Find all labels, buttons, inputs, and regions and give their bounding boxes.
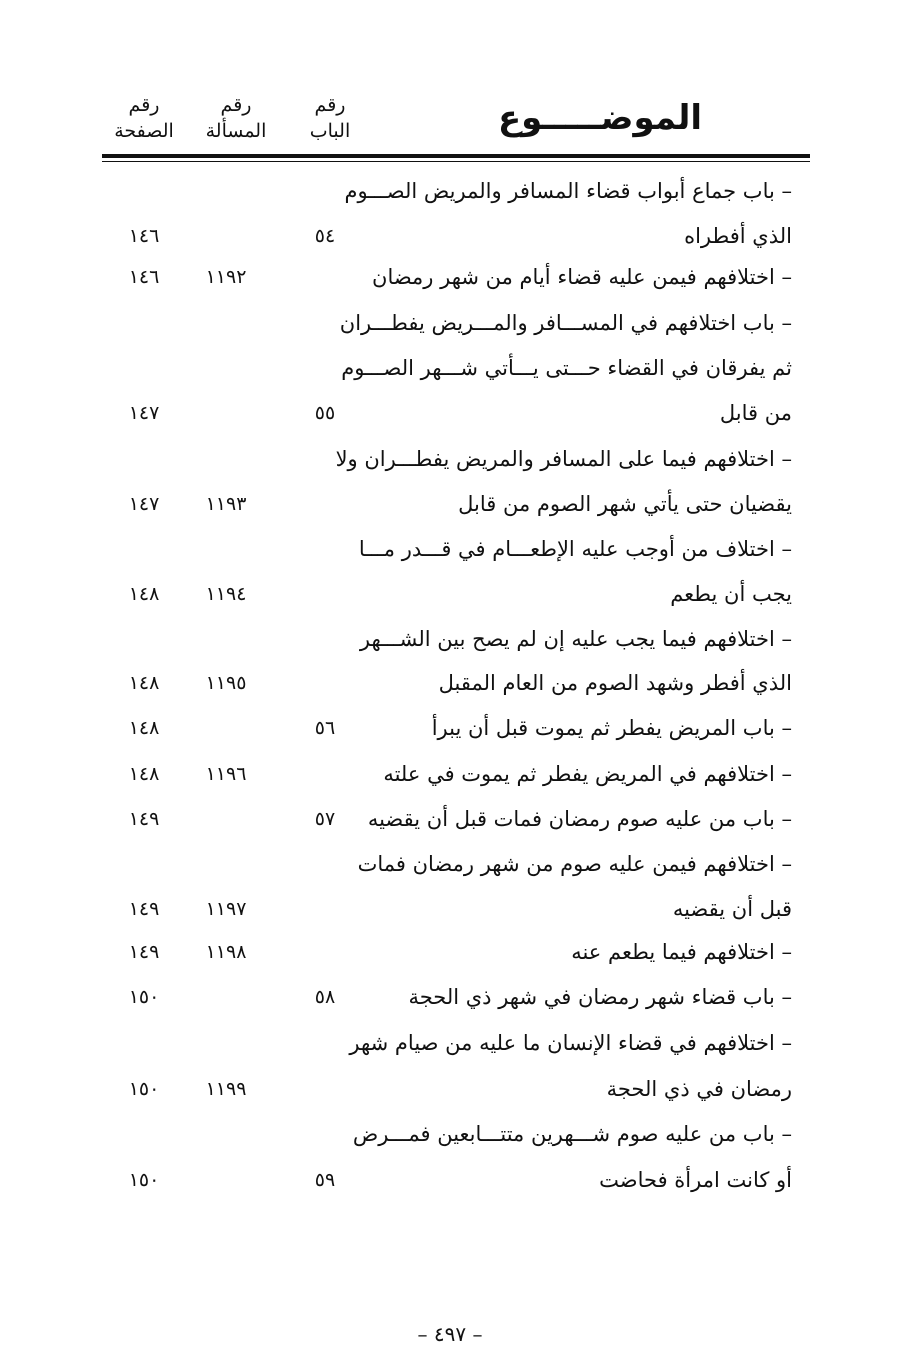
table-row	[0, 1068, 900, 1114]
row-topic: – باب من عليه صوم رمضان فمات قبل أن يقضيه	[367, 807, 792, 831]
table-row	[0, 1159, 900, 1205]
row-topic: يقضيان حتى يأتي شهر الصوم من قابل	[458, 492, 792, 516]
row-topic: رمضان في ذي الحجة	[606, 1077, 792, 1101]
row-topic: – اختلافهم فيما يجب عليه إن لم يصح بين الشـــهر	[359, 627, 792, 651]
row-topic: – باب قضاء شهر رمضان في شهر ذي الحجة	[408, 985, 792, 1009]
table-row	[0, 528, 900, 574]
page-title: الموضـــــوع	[497, 98, 702, 138]
header-col-bab-line2: الباب	[309, 120, 351, 142]
table-row	[0, 843, 900, 889]
row-topic: أو كانت امرأة فحاضت	[599, 1168, 792, 1192]
table-row	[0, 753, 900, 799]
table-row	[0, 483, 900, 529]
row-page-number: ١٤٦	[128, 225, 160, 247]
table-row	[0, 1022, 900, 1068]
row-masala-number: ١١٩٨	[205, 941, 247, 963]
row-page-number: ١٥٠	[128, 1169, 160, 1191]
header-col-bab-line1: رقم	[314, 94, 346, 116]
row-topic: – اختلافهم في قضاء الإنسان ما عليه من صيام شهر	[349, 1031, 792, 1055]
row-page-number: ١٤٩	[128, 941, 160, 963]
row-masala-number: ١١٩٦	[205, 763, 247, 785]
table-row	[0, 302, 900, 348]
row-page-number: ١٤٨	[128, 763, 160, 785]
table-row	[0, 438, 900, 484]
row-page-number: ١٥٠	[128, 1078, 160, 1100]
table-row	[0, 931, 900, 977]
row-topic: – اختلافهم فيما يطعم عنه	[571, 940, 792, 964]
header-rule-thick	[102, 154, 810, 158]
row-topic: الذي أفطراه	[684, 224, 792, 248]
row-page-number: ١٥٠	[128, 986, 160, 1008]
row-masala-number: ١١٩٧	[205, 898, 247, 920]
page-number-footer: – ٤٩٧ –	[417, 1322, 483, 1346]
table-row	[0, 888, 900, 934]
row-masala-number: ١١٩٣	[205, 493, 247, 515]
table-row	[0, 707, 900, 753]
row-bab-number: ٥٥	[314, 402, 336, 424]
table-row	[0, 256, 900, 302]
table-row	[0, 798, 900, 844]
row-page-number: ١٤٨	[128, 717, 160, 739]
row-bab-number: ٥٨	[314, 986, 336, 1008]
row-masala-number: ١١٩٤	[205, 583, 247, 605]
row-masala-number: ١١٩٥	[205, 672, 247, 694]
row-topic: ثم يفرقان في القضاء حـــتى يـــأتي شـــهر الصـــوم	[341, 356, 792, 380]
row-page-number: ١٤٦	[128, 266, 160, 288]
table-row	[0, 573, 900, 619]
row-topic: – اختلافهم في المريض يفطر ثم يموت في علته	[383, 762, 792, 786]
header-col-safha	[104, 92, 184, 144]
row-bab-number: ٥٧	[314, 808, 336, 830]
header-col-safha-line2: الصفحة	[114, 120, 174, 142]
header-col-masala	[186, 92, 286, 144]
row-page-number: ١٤٧	[128, 402, 160, 424]
row-topic: – باب من عليه صوم شـــهرين متتـــابعين فمـــرض	[352, 1122, 792, 1146]
table-row	[0, 347, 900, 393]
row-page-number: ١٤٨	[128, 583, 160, 605]
row-topic: الذي أفطر وشهد الصوم من العام المقبل	[438, 671, 792, 695]
row-topic: – اختلافهم فيمن عليه قضاء أيام من شهر رمضان	[372, 265, 792, 289]
header-col-masala-line1: رقم	[220, 94, 252, 116]
table-row	[0, 662, 900, 708]
row-page-number: ١٤٩	[128, 808, 160, 830]
header-rule-thin	[102, 161, 810, 162]
row-masala-number: ١١٩٩	[205, 1078, 247, 1100]
row-topic: قبل أن يقضيه	[672, 897, 792, 921]
table-row	[0, 170, 900, 216]
header-col-bab	[290, 92, 370, 144]
table-row	[0, 215, 900, 261]
row-page-number: ١٤٩	[128, 898, 160, 920]
header-col-masala-line2: المسألة	[205, 120, 267, 142]
row-topic: – اختلافهم فيمن عليه صوم من شهر رمضان فمات	[357, 852, 792, 876]
row-bab-number: ٥٤	[314, 225, 336, 247]
row-page-number: ١٤٧	[128, 493, 160, 515]
row-bab-number: ٥٦	[314, 717, 336, 739]
row-topic: من قابل	[719, 401, 792, 425]
table-row	[0, 1113, 900, 1159]
row-topic: – باب جماع أبواب قضاء المسافر والمريض الصـــوم	[344, 179, 792, 203]
row-topic: يجب أن يطعم	[670, 582, 792, 606]
row-topic: – اختلاف من أوجب عليه الإطعـــام في قـــدر مـــا	[358, 537, 792, 561]
row-topic: – باب المريض يفطر ثم يموت قبل أن يبرأ	[431, 716, 792, 740]
table-row	[0, 392, 900, 438]
row-topic: – باب اختلافهم في المســـافر والمـــريض يفطـــران	[339, 311, 792, 335]
row-page-number: ١٤٨	[128, 672, 160, 694]
table-row	[0, 618, 900, 664]
row-masala-number: ١١٩٢	[205, 266, 247, 288]
header-col-safha-line1: رقم	[128, 94, 160, 116]
table-row	[0, 976, 900, 1022]
row-bab-number: ٥٩	[314, 1169, 336, 1191]
row-topic: – اختلافهم فيما على المسافر والمريض يفطـــران ولا	[335, 447, 792, 471]
